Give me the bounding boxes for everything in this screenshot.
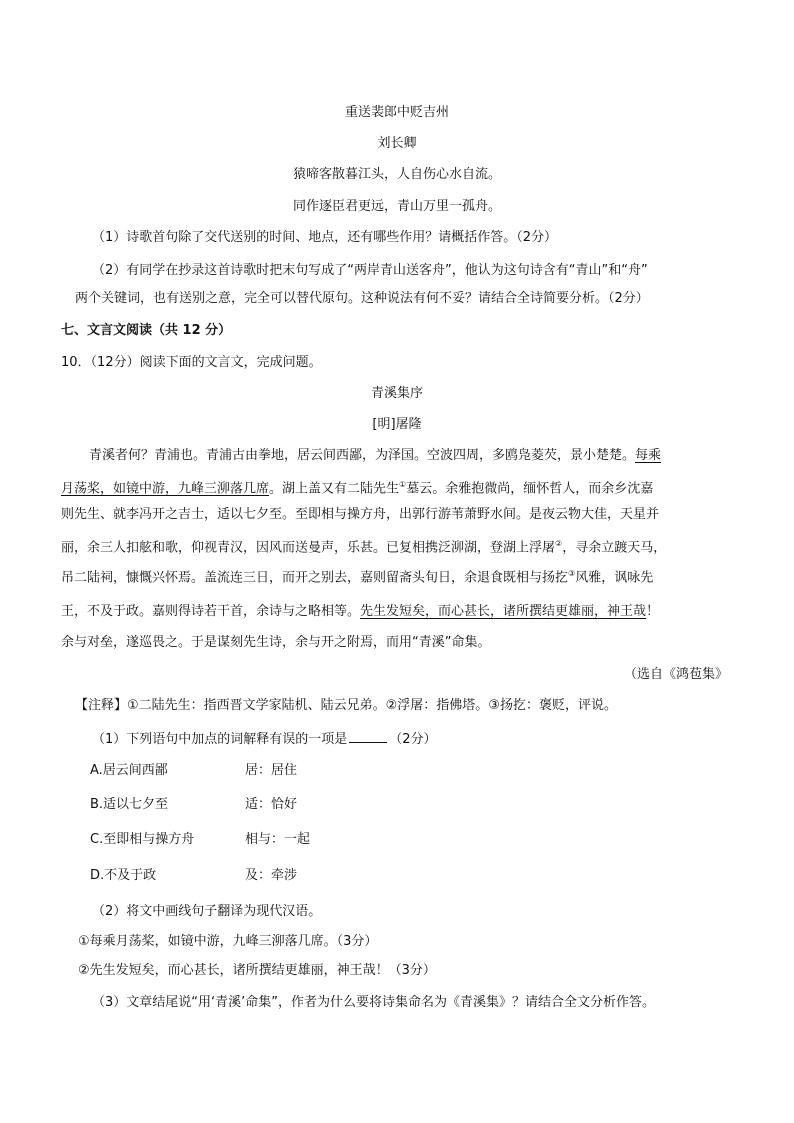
passage-line-4 — [61, 535, 666, 557]
passage-text: 风雅，讽咏先 — [575, 570, 654, 586]
option-d-gloss: 及：牵涉 — [245, 868, 298, 883]
subquestion-2: （2）将文中画线句子翻译为现代汉语。 — [92, 904, 322, 919]
annotation-note: 【注释】①二陆先生：指西晋文学家陆机、陆云兄弟。②浮屠：指佛塔。③扬扢：褒贬，评说。 — [75, 698, 617, 713]
passage-line-7: 余与对垒，遂巡畏之。于是谋刻先生诗，余与开之附焉，而用“青溪”命集。 — [61, 635, 491, 650]
passage-text: 墓云。余雅抱微尚，缅怀哲人，而余乡沈嘉 — [406, 481, 654, 497]
passage-source: （选自《鸿苞集》 — [623, 667, 728, 682]
passage-text: 王，不及于政。嘉则得诗若干首，余诗与之略相等。 — [61, 604, 361, 619]
q9-sub2-line1: （2）有同学在抄录这首诗歌时把末句写成了“两岸青山送客舟”，他认为这句诗含有“青山”和“舟” — [92, 263, 648, 278]
poem-line-1: 猿啼客散暮江头，人自伤心水自流。 — [292, 167, 501, 182]
passage-text: ！ — [646, 604, 660, 619]
passage-text: ，寻余立踱天马， — [562, 540, 667, 556]
passage-line-6 — [61, 603, 659, 621]
section-heading: 七、文言文阅读（共 12 分） — [61, 323, 232, 338]
subquestion-1 — [92, 729, 437, 749]
option-b-sentence: B.适以七夕至 — [90, 797, 169, 812]
passage-text: 吊二陆祠，慷慨兴怀焉。盖流连三日，而开之别去，嘉则留斋头旬日，余退食既相与扬扢 — [61, 570, 569, 586]
underlined-sentence-1: 每乘 — [635, 448, 662, 463]
q9-sub1: （1）诗歌首句除了交代送别的时间、地点，还有哪些作用？请概括作答。（2分） — [92, 230, 558, 245]
underlined-sentence-1: 月荡桨，如镜中游，九峰三泖落几席 — [61, 481, 270, 497]
passage-text: 。湖上盖又有二陆先生 — [269, 481, 400, 497]
passage-line-5 — [61, 565, 653, 587]
poem-line-2: 同作逐臣君更远，青山万里一孤舟。 — [292, 199, 501, 214]
subquestion-3: （3）文章结尾说“用‘青溪’命集”，作者为什么要将诗集命名为《青溪集》？请结合全文分析作答。 — [92, 995, 656, 1010]
note-marker: ③ — [568, 569, 576, 578]
passage-line-1 — [89, 447, 661, 465]
option-c-sentence: C.至即相与操方舟 — [90, 832, 195, 847]
passage-line-2 — [61, 476, 653, 498]
option-a-gloss: 居：居住 — [245, 763, 298, 778]
poem-author: 刘长卿 — [377, 136, 417, 151]
subquestion-2-item-2: ②先生发短矣，而心甚长，诸所撰结更雄丽，神王哉！（3分） — [78, 963, 436, 978]
option-a-sentence: A.居云间西鄙 — [90, 763, 168, 778]
answer-blank[interactable] — [349, 729, 387, 743]
option-c-gloss: 相与：一起 — [245, 832, 311, 847]
q10-intro: 10．（12分）阅读下面的文言文，完成问题。 — [61, 355, 322, 370]
passage-text: 丽，余三人扣舷和歌，仰视青汉，因风而送曼声，乐甚。已复相携泛泖湖，登湖上浮屠 — [61, 540, 556, 556]
note-marker: ② — [555, 539, 563, 548]
passage-line-3: 则先生、就李冯开之吉士，适以七夕至。至即相与操方舟，出郭行游苇萧野水间。是夜云物大佳，天星并 — [61, 507, 660, 522]
passage-author: [明]屠隆 — [372, 417, 422, 432]
subquestion-1-text: （1）下列语句中加点的词解释有误的一项是 — [92, 732, 348, 747]
passage-text: 青溪者何？青浦也。青浦古由拳地，居云间西鄙，为泽国。空波四周，多鸥凫菱芡，景小楚楚。 — [89, 448, 636, 463]
underlined-sentence-2: 先生发短矣，而心甚长，诸所撰结更雄丽，神王哉 — [360, 604, 647, 619]
q9-sub2-line2: 两个关键词，也有送别之意，完全可以替代原句。这种说法有何不妥？请结合全诗简要分析。（2分） — [75, 291, 649, 306]
subquestion-1-score: （2分） — [389, 732, 437, 747]
option-d-sentence: D.不及于政 — [90, 868, 157, 883]
option-b-gloss: 适：恰好 — [245, 797, 298, 812]
note-marker: ① — [399, 480, 407, 489]
passage-title: 青溪集序 — [370, 386, 423, 401]
subquestion-2-item-1: ①每乘月荡桨，如镜中游，九峰三泖落几席。（3分） — [78, 934, 378, 949]
poem-title: 重送裴郎中贬吉州 — [344, 105, 449, 120]
